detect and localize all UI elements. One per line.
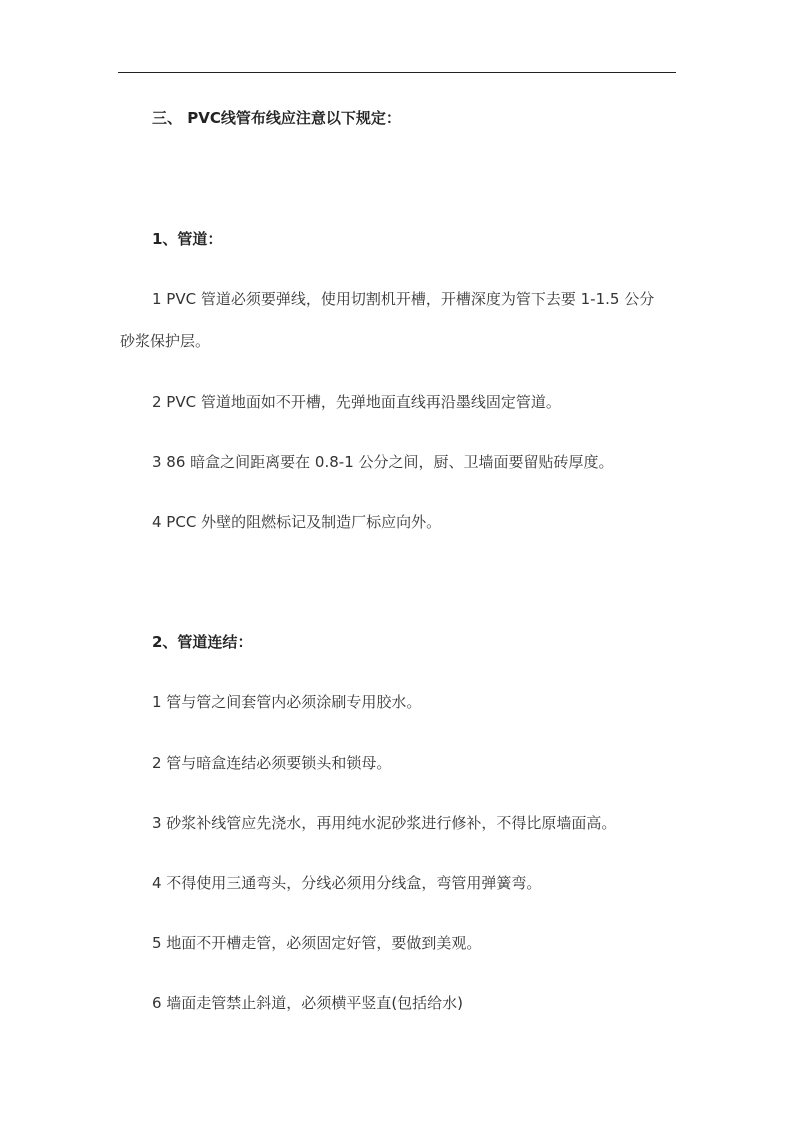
section-title: 三、 PVC线管布线应注意以下规定：	[152, 109, 401, 127]
pipe-item-4: 4 PCC 外壁的阻燃标记及制造厂标应向外。	[152, 513, 442, 531]
pipe-item-1-continuation: 砂浆保护层。	[120, 332, 211, 350]
pipe-item-1: 1 PVC 管道必须要弹线，使用切割机开槽，开槽深度为管下去要 1-1.5 公分	[152, 290, 655, 308]
connection-item-1: 1 管与管之间套管内必须涂刷专用胶水。	[152, 693, 422, 711]
pipe-heading: 1、管道：	[152, 230, 223, 248]
pipe-item-3: 3 86 暗盒之间距离要在 0.8-1 公分之间，厨、卫墙面要留贴砖厚度。	[152, 453, 614, 471]
connection-item-6: 6 墙面走管禁止斜道，必须横平竖直(包括给水)	[152, 994, 464, 1012]
connection-item-4: 4 不得使用三通弯头，分线必须用分线盒，弯管用弹簧弯。	[152, 874, 542, 892]
pipe-item-2: 2 PVC 管道地面如不开槽，先弹地面直线再沿墨线固定管道。	[152, 393, 561, 411]
connection-heading: 2、管道连结：	[152, 633, 253, 651]
connection-item-5: 5 地面不开槽走管，必须固定好管，要做到美观。	[152, 934, 482, 952]
connection-item-2: 2 管与暗盒连结必须要锁头和锁母。	[152, 754, 392, 772]
header-rule	[118, 72, 676, 73]
connection-item-3: 3 砂浆补线管应先浇水，再用纯水泥砂浆进行修补，不得比原墙面高。	[152, 814, 617, 832]
